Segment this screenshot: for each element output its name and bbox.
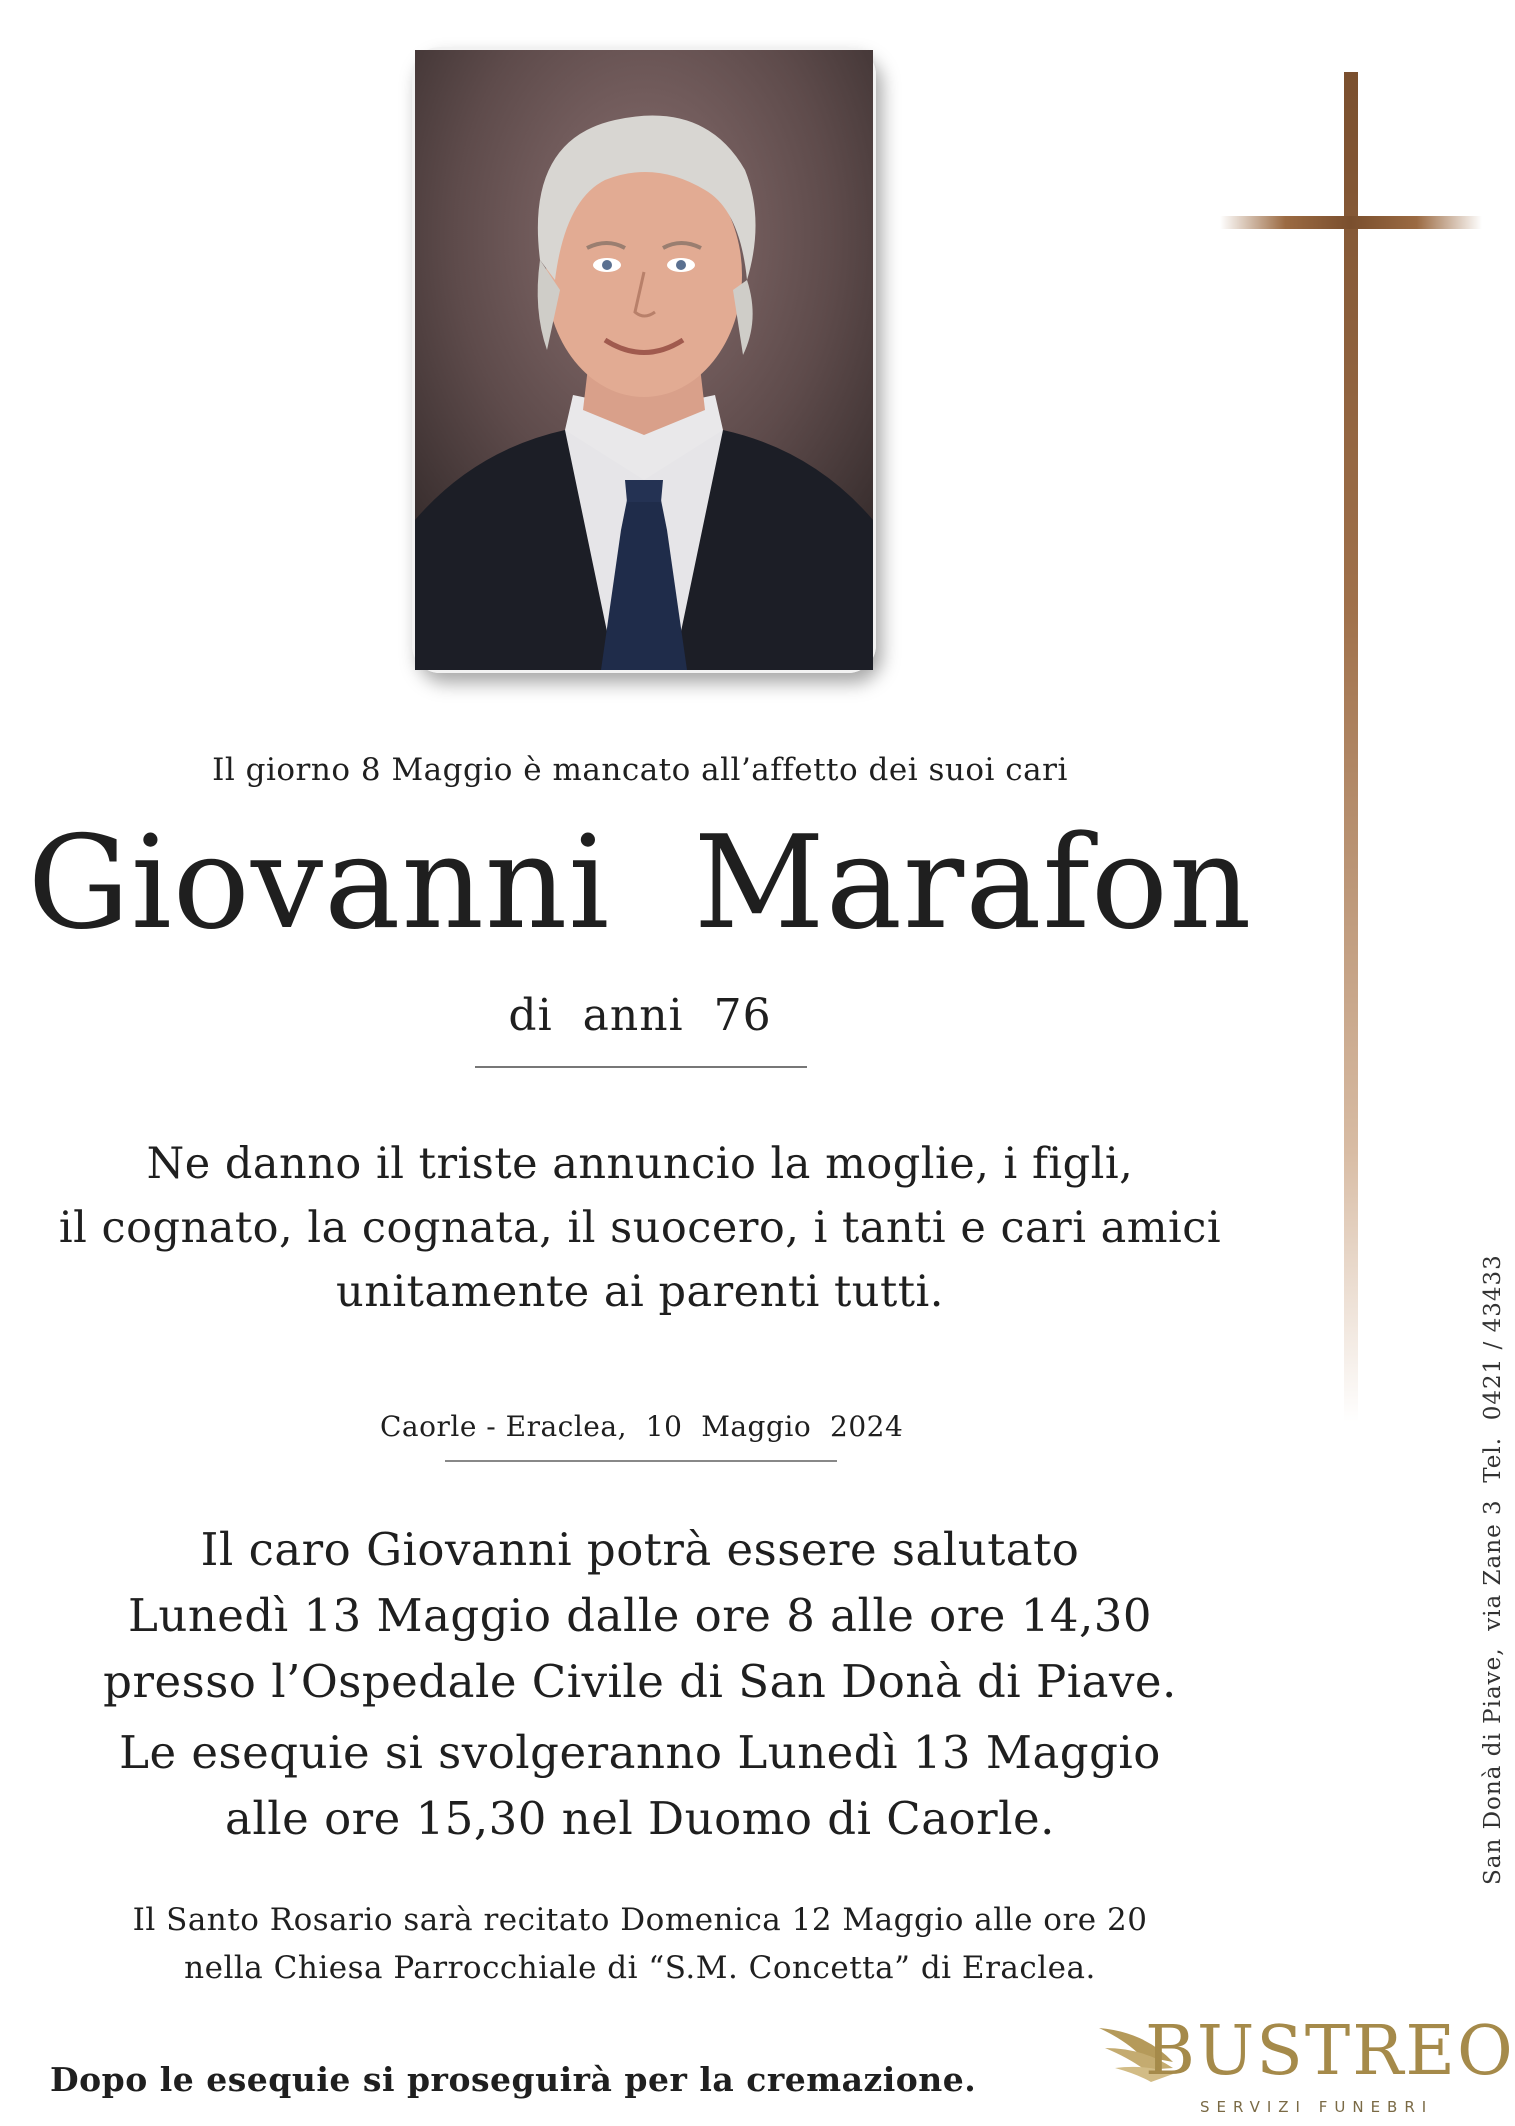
deceased-name: Giovanni Marafon xyxy=(27,809,1253,958)
announcement-line: il cognato, la cognata, il suocero, i tanti e cari amici xyxy=(58,1203,1222,1253)
age-divider xyxy=(475,1066,807,1068)
announcement-line: unitamente ai parenti tutti. xyxy=(336,1267,944,1317)
visitation-line: Lunedì 13 Maggio dalle ore 8 alle ore 14,30 xyxy=(127,1589,1153,1642)
visitation-line: Il caro Giovanni potrà essere salutato xyxy=(200,1523,1080,1576)
funeral-line: Le esequie si svolgeranno Lunedì 13 Maggio xyxy=(119,1726,1161,1779)
logo-wordmark: BUSTREO xyxy=(1145,2012,1515,2091)
age-line: di anni 76 xyxy=(508,990,772,1041)
place-date: Caorle - Eraclea, 10 Maggio 2024 xyxy=(380,1410,904,1443)
visitation-details xyxy=(20,1517,1260,1715)
intro-line: Il giorno 8 Maggio è mancato all’affetto dei suoi cari xyxy=(212,752,1068,788)
cremation-note: Dopo le esequie si proseguirà per la cremazione. xyxy=(50,2060,977,2099)
rosary-details xyxy=(60,1896,1220,1992)
announcement xyxy=(20,1132,1260,1324)
place-date-divider xyxy=(445,1460,837,1462)
visitation-line: presso l’Ospedale Civile di San Donà di Piave. xyxy=(103,1655,1177,1708)
cross-icon xyxy=(1344,72,1358,1422)
funeral-line: alle ore 15,30 nel Duomo di Caorle. xyxy=(225,1792,1055,1845)
portrait-photo xyxy=(412,47,876,673)
cross-bar-icon xyxy=(1220,216,1482,229)
logo-tagline: SERVIZI FUNEBRI xyxy=(1200,2098,1434,2116)
announcement-line: Ne danno il triste annuncio la moglie, i figli, xyxy=(146,1139,1134,1189)
portrait-illustration xyxy=(415,50,873,670)
rosary-line: Il Santo Rosario sarà recitato Domenica 12 Maggio alle ore 20 xyxy=(132,1902,1148,1938)
funeral-details xyxy=(20,1720,1260,1852)
funeral-home-contact: San Donà di Piave, via Zane 3 Tel. 0421 / 43433 xyxy=(1480,1254,1506,1885)
rosary-line: nella Chiesa Parrocchiale di “S.M. Concetta” di Eraclea. xyxy=(184,1950,1096,1986)
